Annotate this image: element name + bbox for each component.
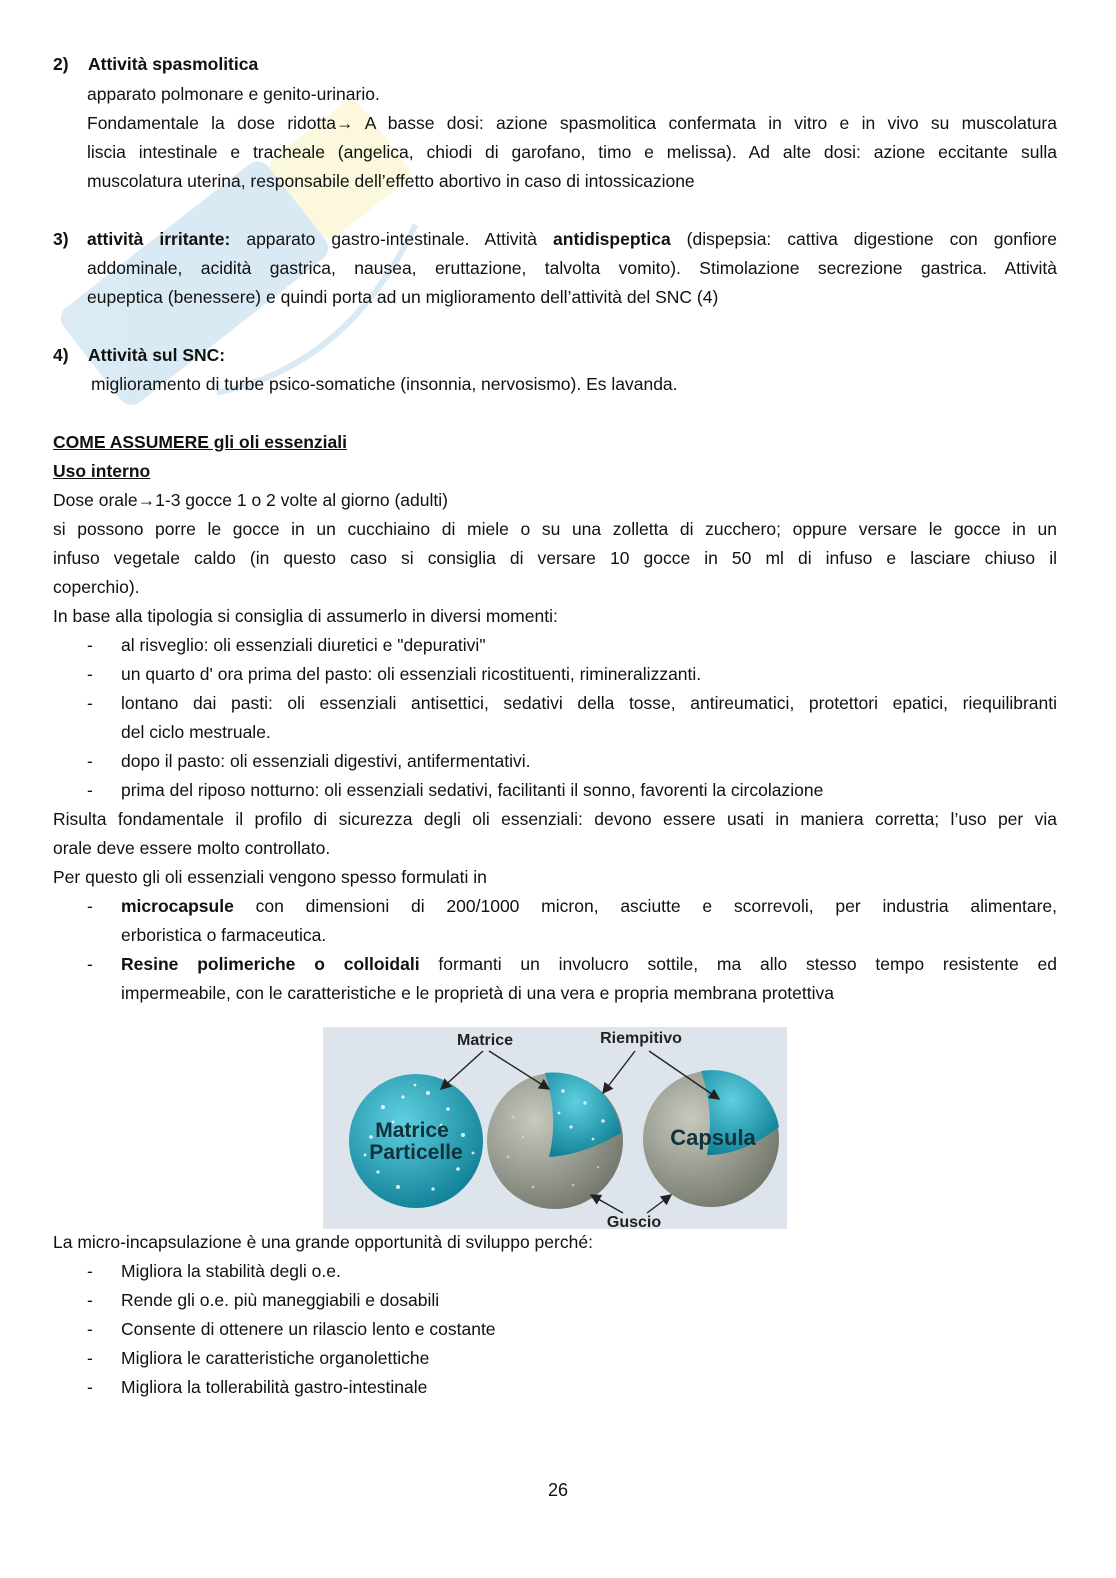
paragraph-line: coperchio). — [53, 577, 140, 597]
list-item: Rende gli o.e. più maneggiabili e dosabili — [121, 1290, 440, 1310]
bold-term: Resine polimeriche o colloidali — [121, 954, 420, 974]
list-item-continuation: del ciclo mestruale. — [121, 722, 271, 742]
sphere-label: Matrice — [375, 1119, 449, 1142]
section-number: 2) — [53, 54, 69, 74]
text-run: apparato gastro-intestinale. Attività — [230, 229, 554, 249]
paragraph-line: La micro-incapsulazione è una grande opportunità di sviluppo perché: — [53, 1232, 593, 1252]
section-2-line: liscia intestinale e tracheale (angelica, chiodi di garofano, timo e melissa). Ad alte dosi: azione eccitante sulla — [87, 142, 1057, 162]
list-item: un quarto d' ora prima del pasto: oli essenziali ricostituenti, rimineralizzanti. — [121, 664, 702, 684]
howto-heading: COME ASSUMERE gli oli essenziali — [53, 432, 347, 452]
section-4-heading — [53, 341, 1057, 370]
page-number: 26 — [547, 1480, 569, 1500]
list-item: lontano dai pasti: oli essenziali antisettici, sedativi della tosse, antireumatici, protettori epatici, riequilibranti — [121, 693, 1057, 713]
section-title: Attività sul SNC: — [88, 345, 226, 365]
section-number: 4) — [53, 345, 69, 365]
figure-label-guscio: Guscio — [606, 1214, 662, 1229]
list-item: Migliora la stabilità degli o.e. — [121, 1261, 341, 1281]
bullet-dash: - — [87, 1261, 93, 1281]
paragraph-line: In base alla tipologia si consiglia di assumerlo in diversi momenti: — [53, 606, 558, 626]
list-item: al risveglio: oli essenziali diuretici e "depurativi" — [121, 635, 486, 655]
section-4-line: miglioramento di turbe psico-somatiche (insonnia, nervosismo). Es lavanda. — [91, 374, 678, 394]
howto-subheading: Uso interno — [53, 461, 151, 481]
sphere-label: Particelle — [369, 1141, 463, 1164]
section-2-line: muscolatura uterina, responsabile dell’effetto abortivo in caso di intossicazione — [87, 171, 695, 191]
section-title: Attività spasmolitica — [88, 54, 259, 74]
bold-term: antidispeptica — [553, 229, 671, 249]
bold-term: attività irritante: — [87, 229, 231, 249]
bullet-dash: - — [87, 1348, 93, 1368]
paragraph-line: Risulta fondamentale il profilo di sicurezza degli oli essenziali: devono essere usati in maniera corretta; l’uso per via — [53, 809, 1057, 829]
list-item: dopo il pasto: oli essenziali digestivi, antifermentativi. — [121, 751, 531, 771]
bullet-dash: - — [87, 635, 93, 655]
paragraph-line: orale deve essere molto controllato. — [53, 838, 331, 858]
bullet-dash: - — [87, 1319, 93, 1339]
list-item — [121, 892, 1057, 921]
bullet-dash: - — [87, 664, 93, 684]
bullet-dash: - — [87, 780, 93, 800]
list-item: Migliora le caratteristiche organolettiche — [121, 1348, 430, 1368]
section-2-line: Fondamentale la dose ridotta→ A basse dosi: azione spasmolitica confermata in vitro e in vivo su muscolatura — [87, 113, 1057, 133]
dose-line: Dose orale→1-3 gocce 1 o 2 volte al giorno (adulti) — [53, 490, 448, 510]
text-run: con dimensioni di 200/1000 micron, asciutte e scorrevoli, per industria alimentare, — [233, 896, 1057, 916]
paragraph-line: Per questo gli oli essenziali vengono spesso formulati in — [53, 867, 487, 887]
section-3-number: 3) — [53, 229, 69, 249]
bullet-dash: - — [87, 693, 93, 713]
section-3-line: eupeptica (benessere) e quindi porta ad un miglioramento dell’attività del SNC (4) — [87, 287, 719, 307]
list-item-continuation: erboristica o farmaceutica. — [121, 925, 327, 945]
bullet-dash: - — [87, 954, 93, 974]
section-2-line: apparato polmonare e genito-urinario. — [87, 84, 380, 104]
list-item — [121, 950, 1057, 979]
list-item: Consente di ottenere un rilascio lento e costante — [121, 1319, 496, 1339]
bullet-dash: - — [87, 1290, 93, 1310]
list-item: Migliora la tollerabilità gastro-intestinale — [121, 1377, 428, 1397]
sphere-label: Capsula — [670, 1125, 756, 1150]
microcapsule-figure — [323, 1027, 787, 1229]
text-run: (dispepsia: cattiva digestione con gonfiore — [670, 229, 1057, 249]
bullet-dash: - — [87, 751, 93, 771]
paragraph-line: si possono porre le gocce in un cucchiaino di miele o su una zolletta di zucchero; oppure versare le gocce in un — [53, 519, 1057, 539]
section-3-line — [87, 225, 1057, 254]
bullet-dash: - — [87, 1377, 93, 1397]
bold-term: microcapsule — [121, 896, 234, 916]
section-2-heading — [53, 50, 1057, 79]
text-run: formanti un involucro sottile, ma allo stesso tempo resistente ed — [419, 954, 1058, 974]
list-item-continuation: impermeabile, con le caratteristiche e le proprietà di una vera e propria membrana protettiva — [121, 983, 834, 1003]
figure-label-matrice: Matrice — [456, 1032, 514, 1049]
section-3-line: addominale, acidità gastrica, nausea, eruttazione, talvolta vomito). Stimolazione secrezione gastrica. Attività — [87, 258, 1057, 278]
bullet-dash: - — [87, 896, 93, 916]
list-item: prima del riposo notturno: oli essenziali sedativi, facilitanti il sonno, favorenti la circolazione — [121, 780, 824, 800]
paragraph-line: infuso vegetale caldo (in questo caso si consiglia di versare 10 gocce in 50 ml di infuso e lasciare chiuso il — [53, 548, 1057, 568]
figure-label-riempitivo: Riempitivo — [600, 1030, 682, 1047]
